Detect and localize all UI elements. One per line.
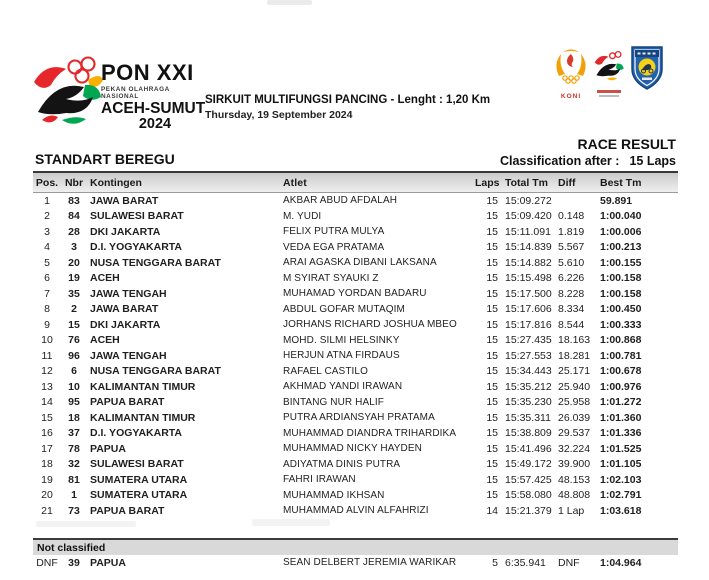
cell-atlet: MUHAMMAD IKHSAN [283, 489, 385, 501]
cell-atlet: BINTANG NUR HALIF [283, 396, 384, 408]
cell-kontingen: NUSA TENGGARA BARAT [90, 365, 221, 378]
pon-title: PON XXI [101, 60, 194, 85]
cell-pos: 6 [44, 272, 50, 285]
column-header-laps: Laps [475, 176, 500, 189]
cell-best_tm: 1:00.006 [600, 225, 642, 238]
cell-atlet: VEDA EGA PRATAMA [283, 241, 385, 253]
cell-atlet: RAFAEL CASTILO [283, 365, 368, 377]
cell-diff: 5.567 [558, 241, 585, 254]
cell-pos: 16 [41, 427, 53, 440]
cell-kontingen: KALIMANTAN TIMUR [90, 380, 196, 393]
cell-nbr: 6 [71, 365, 77, 378]
cell-diff: 6.226 [558, 272, 585, 285]
cell-atlet: FAHRI IRAWAN [283, 474, 356, 486]
cell-nbr: 19 [68, 272, 80, 285]
cell-nbr: 95 [68, 396, 80, 409]
cell-best_tm: 1:01.105 [600, 458, 642, 471]
cell-laps: 15 [486, 272, 498, 285]
cell-nbr: 10 [68, 380, 80, 393]
result-row [33, 441, 678, 457]
cell-best_tm: 1:02.103 [600, 473, 642, 486]
cell-pos: 5 [44, 256, 50, 269]
cell-total_tm: 15:27.435 [505, 334, 552, 347]
cell-diff: 32.224 [558, 442, 591, 455]
cell-laps: 15 [486, 194, 498, 207]
cell-nbr: 1 [71, 489, 77, 502]
cell-diff: 8.334 [558, 303, 585, 316]
cell-atlet: ARAI AGASKA DIBANI LAKSANA [283, 257, 437, 269]
cell-total_tm: 15:09.272 [505, 194, 552, 207]
cell-total_tm: 15:15.498 [505, 272, 552, 285]
cell-nbr: 2 [71, 303, 77, 316]
cell-diff: 0.148 [558, 210, 585, 223]
cell-pos: 15 [41, 411, 53, 424]
cell-total_tm: 15:35.212 [505, 380, 552, 393]
cell-atlet: SEAN DELBERT JEREMIA WARIKAR [283, 557, 457, 569]
column-header-total_tm: Total Tm [505, 176, 548, 189]
cell-best_tm: 1:00.158 [600, 287, 642, 300]
not-classified-table [33, 555, 678, 571]
cell-total_tm: 15:57.425 [505, 473, 552, 486]
pon-wordmark [101, 62, 209, 132]
column-header-kontingen: Kontingen [90, 176, 142, 189]
cell-nbr: 78 [68, 442, 80, 455]
result-row [33, 457, 678, 473]
result-row [33, 209, 678, 225]
cell-kontingen: ACEH [90, 272, 120, 285]
result-row [33, 379, 678, 395]
race-result-header [500, 136, 676, 168]
result-row [33, 348, 678, 364]
cell-laps: 15 [486, 303, 498, 316]
cell-best_tm: 1:00.333 [600, 318, 642, 331]
cell-best_tm: 1:00.450 [600, 303, 642, 316]
cell-total_tm: 15:41.496 [505, 442, 552, 455]
result-row [33, 240, 678, 256]
table-body [33, 193, 678, 519]
cell-nbr: 15 [68, 318, 80, 331]
cell-total_tm: 15:21.379 [505, 504, 552, 517]
cell-best_tm: 1:00.158 [600, 272, 642, 285]
cell-best_tm: 1:01.272 [600, 396, 642, 409]
result-row [33, 395, 678, 411]
cell-diff: 1 Lap [558, 504, 585, 517]
cell-total_tm: 15:49.172 [505, 458, 552, 471]
cell-diff: 25.940 [558, 380, 591, 393]
cell-kontingen: JAWA BARAT [90, 303, 159, 316]
cell-laps: 15 [486, 473, 498, 486]
cell-pos: 1 [44, 194, 50, 207]
cell-best_tm: 1:00.155 [600, 256, 642, 269]
cell-kontingen: PAPUA [90, 556, 126, 569]
cell-laps: 15 [486, 365, 498, 378]
cell-best_tm: 1:04.964 [600, 556, 642, 569]
cell-nbr: 73 [68, 504, 80, 517]
cell-laps: 15 [486, 489, 498, 502]
result-row [33, 503, 678, 519]
cell-atlet: MUHAMMAD ALVIN ALFAHRIZI [283, 505, 429, 517]
column-header-best_tm: Best Tm [600, 176, 642, 189]
cell-atlet: JORHANS RICHARD JOSHUA MBEO [283, 319, 457, 331]
cell-diff: 8.228 [558, 287, 585, 300]
cell-diff: 5.610 [558, 256, 585, 269]
cell-diff: 1.819 [558, 225, 585, 238]
cell-kontingen: JAWA BARAT [90, 194, 159, 207]
cell-atlet: ADIYATMA DINIS PUTRA [283, 458, 401, 470]
cell-atlet: MUHAMMAD DIANDRA TRIHARDIKA [283, 427, 457, 439]
cell-kontingen: PAPUA BARAT [90, 396, 165, 409]
koni-label: KONI [560, 93, 582, 100]
cell-pos: 11 [41, 349, 53, 362]
cell-atlet: FELIX PUTRA MULYA [283, 226, 385, 238]
cell-laps: 15 [486, 334, 498, 347]
cell-nbr: 18 [68, 411, 80, 424]
pon-xxi-bird-logo [30, 54, 104, 132]
cell-best_tm: 1:00.678 [600, 365, 642, 378]
cell-laps: 15 [486, 210, 498, 223]
pon-location: ACEH-SUMUT [101, 100, 206, 117]
cell-kontingen: PAPUA [90, 442, 126, 455]
cell-total_tm: 15:17.816 [505, 318, 552, 331]
scan-artifact [36, 521, 136, 527]
pon-year: 2024 [138, 116, 172, 133]
cell-best_tm: 1:00.976 [600, 380, 642, 393]
result-row [33, 193, 678, 209]
cell-pos: 7 [44, 287, 50, 300]
pon-xxi-mini-logo [593, 50, 625, 94]
cell-pos: 21 [41, 504, 53, 517]
cell-laps: 15 [486, 241, 498, 254]
column-header-nbr: Nbr [64, 176, 84, 189]
cell-kontingen: ACEH [90, 334, 120, 347]
table-header-row [33, 173, 678, 193]
result-row [33, 426, 678, 442]
cell-pos: 20 [41, 489, 53, 502]
dnf-row [33, 555, 678, 571]
cell-nbr: 39 [68, 556, 80, 569]
cell-pos: 2 [44, 210, 50, 223]
cell-nbr: 32 [68, 458, 80, 471]
scan-artifact [267, 0, 312, 5]
cell-atlet: MOHD. SILMI HELSINKY [283, 334, 400, 346]
cell-atlet: M SYIRAT SYAUKI Z [283, 272, 379, 284]
cell-kontingen: DKI JAKARTA [90, 318, 161, 331]
classification-label: Classification after : [499, 154, 620, 169]
cell-pos: 9 [44, 318, 50, 331]
column-header-pos: Pos. [35, 176, 59, 189]
result-row [33, 410, 678, 426]
cell-total_tm: 15:35.230 [505, 396, 552, 409]
race-result-title: RACE RESULT [577, 136, 676, 152]
cell-laps: 15 [486, 380, 498, 393]
cell-diff: 48.153 [558, 473, 591, 486]
result-row [33, 488, 678, 504]
cell-laps: 15 [486, 256, 498, 269]
result-row [33, 224, 678, 240]
cell-kontingen: SUMATERA UTARA [90, 473, 188, 486]
cell-pos: 4 [44, 241, 50, 254]
cell-laps: 15 [486, 318, 498, 331]
cell-laps: 5 [492, 556, 498, 569]
cell-total_tm: 15:38.809 [505, 427, 552, 440]
cell-total_tm: 15:35.311 [505, 411, 551, 424]
cell-atlet: ABDUL GOFAR MUTAQIM [283, 303, 405, 315]
cell-pos: 14 [41, 396, 53, 409]
cell-diff: 8.544 [558, 318, 585, 331]
cell-nbr: 3 [71, 241, 77, 254]
cell-laps: 15 [486, 427, 498, 440]
classification-line [500, 154, 676, 168]
cell-laps: 15 [486, 287, 498, 300]
venue-line: SIRKUIT MULTIFUNGSI PANCING - Lenght : 1,20 Km [205, 94, 491, 106]
cell-total_tm: 15:17.606 [505, 303, 552, 316]
cell-atlet: PUTRA ARDIANSYAH PRATAMA [283, 412, 435, 424]
cell-kontingen: JAWA TENGAH [90, 349, 167, 362]
cell-nbr: 76 [68, 334, 80, 347]
cell-atlet: HERJUN ATNA FIRDAUS [283, 350, 400, 362]
cell-total_tm: 15:58.080 [505, 489, 552, 502]
not-classified-label: Not classified [37, 541, 106, 554]
cell-diff: 25.171 [558, 365, 591, 378]
cell-total_tm: 15:14.882 [505, 256, 552, 269]
result-row [33, 317, 678, 333]
cell-diff: DNF [558, 556, 580, 569]
result-row [33, 364, 678, 380]
cell-diff: 26.039 [558, 411, 591, 424]
cell-best_tm: 1:00.213 [600, 241, 642, 254]
cell-best_tm: 1:03.618 [600, 504, 642, 517]
result-row [33, 271, 678, 287]
cell-total_tm: 15:11.091 [505, 225, 551, 238]
cell-kontingen: NUSA TENGGARA BARAT [90, 256, 221, 269]
cell-diff: 25.958 [558, 396, 591, 409]
not-classified-bar [33, 538, 678, 555]
cell-diff: 39.900 [558, 458, 591, 471]
cell-atlet: AKBAR ABUD AFDALAH [283, 195, 398, 207]
cell-best_tm: 1:01.360 [600, 411, 642, 424]
cell-total_tm: 15:27.553 [505, 349, 552, 362]
cell-best_tm: 1:00.781 [600, 349, 642, 362]
event-info [205, 94, 535, 121]
koni-logo [551, 46, 591, 100]
cell-laps: 15 [486, 396, 498, 409]
result-row [33, 302, 678, 318]
results-table [33, 173, 678, 519]
cell-kontingen: KALIMANTAN TIMUR [90, 411, 196, 424]
cell-total_tm: 15:09.420 [505, 210, 552, 223]
cell-diff: 48.808 [558, 489, 591, 502]
cell-pos: 12 [41, 365, 53, 378]
cell-atlet: M. YUDI [283, 210, 322, 222]
cell-laps: 15 [486, 458, 498, 471]
cell-kontingen: D.I. YOGYAKARTA [90, 241, 182, 254]
cell-nbr: 81 [68, 473, 80, 486]
cell-laps: 15 [486, 411, 498, 424]
cell-nbr: 35 [68, 287, 80, 300]
cell-best_tm: 59.891 [600, 194, 633, 207]
cell-nbr: 20 [68, 256, 80, 269]
cell-pos: 18 [41, 458, 53, 471]
cell-pos: 13 [41, 380, 53, 393]
cell-best_tm: 1:00.040 [600, 210, 642, 223]
result-row [33, 333, 678, 349]
category-title: STANDART BEREGU [35, 151, 175, 167]
cell-pos: DNF [36, 556, 58, 569]
cell-laps: 15 [486, 225, 498, 238]
cell-nbr: 96 [68, 349, 80, 362]
cell-best_tm: 1:02.791 [600, 489, 642, 502]
classification-value: 15 Laps [629, 154, 676, 169]
cell-atlet: MUHAMMAD NICKY HAYDEN [283, 443, 422, 455]
cell-best_tm: 1:01.336 [600, 427, 642, 440]
result-row [33, 472, 678, 488]
cell-atlet: MUHAMAD YORDAN BADARU [283, 288, 427, 300]
pon-subtitle: PEKAN OLAHRAGA NASIONAL [101, 86, 170, 100]
cell-diff: 18.163 [558, 334, 591, 347]
date-line: Thursday, 19 September 2024 [205, 109, 353, 121]
cell-diff: 29.537 [558, 427, 591, 440]
cell-kontingen: SULAWESI BARAT [90, 458, 184, 471]
cell-best_tm: 1:01.525 [600, 442, 642, 455]
cell-pos: 8 [44, 303, 50, 316]
cell-nbr: 37 [68, 427, 80, 440]
not-classified-body [33, 555, 678, 571]
cell-total_tm: 6:35.941 [505, 556, 546, 569]
cell-nbr: 28 [68, 225, 80, 238]
cycling-federation-shield-logo [630, 44, 664, 92]
cell-laps: 15 [486, 442, 498, 455]
cell-laps: 15 [486, 349, 498, 362]
column-header-diff: Diff [558, 176, 576, 189]
cell-pos: 10 [41, 334, 53, 347]
cell-total_tm: 15:34.443 [505, 365, 552, 378]
cell-kontingen: SULAWESI BARAT [90, 210, 184, 223]
cell-pos: 19 [41, 473, 53, 486]
cell-best_tm: 1:00.868 [600, 334, 642, 347]
cell-total_tm: 15:17.500 [505, 287, 552, 300]
cell-nbr: 83 [68, 194, 80, 207]
cell-pos: 3 [44, 225, 50, 238]
cell-kontingen: DKI JAKARTA [90, 225, 161, 238]
cell-kontingen: JAWA TENGAH [90, 287, 167, 300]
cell-atlet: AKHMAD YANDI IRAWAN [283, 381, 403, 393]
scan-artifact [252, 519, 330, 526]
cell-kontingen: PAPUA BARAT [90, 504, 165, 517]
cell-kontingen: SUMATERA UTARA [90, 489, 188, 502]
column-header-atlet: Atlet [283, 176, 307, 189]
result-row [33, 286, 678, 302]
result-row [33, 255, 678, 271]
cell-laps: 14 [486, 504, 498, 517]
cell-total_tm: 15:14.839 [505, 241, 552, 254]
cell-kontingen: D.I. YOGYAKARTA [90, 427, 182, 440]
cell-nbr: 84 [68, 210, 80, 223]
cell-pos: 17 [41, 442, 53, 455]
cell-diff: 18.281 [558, 349, 591, 362]
